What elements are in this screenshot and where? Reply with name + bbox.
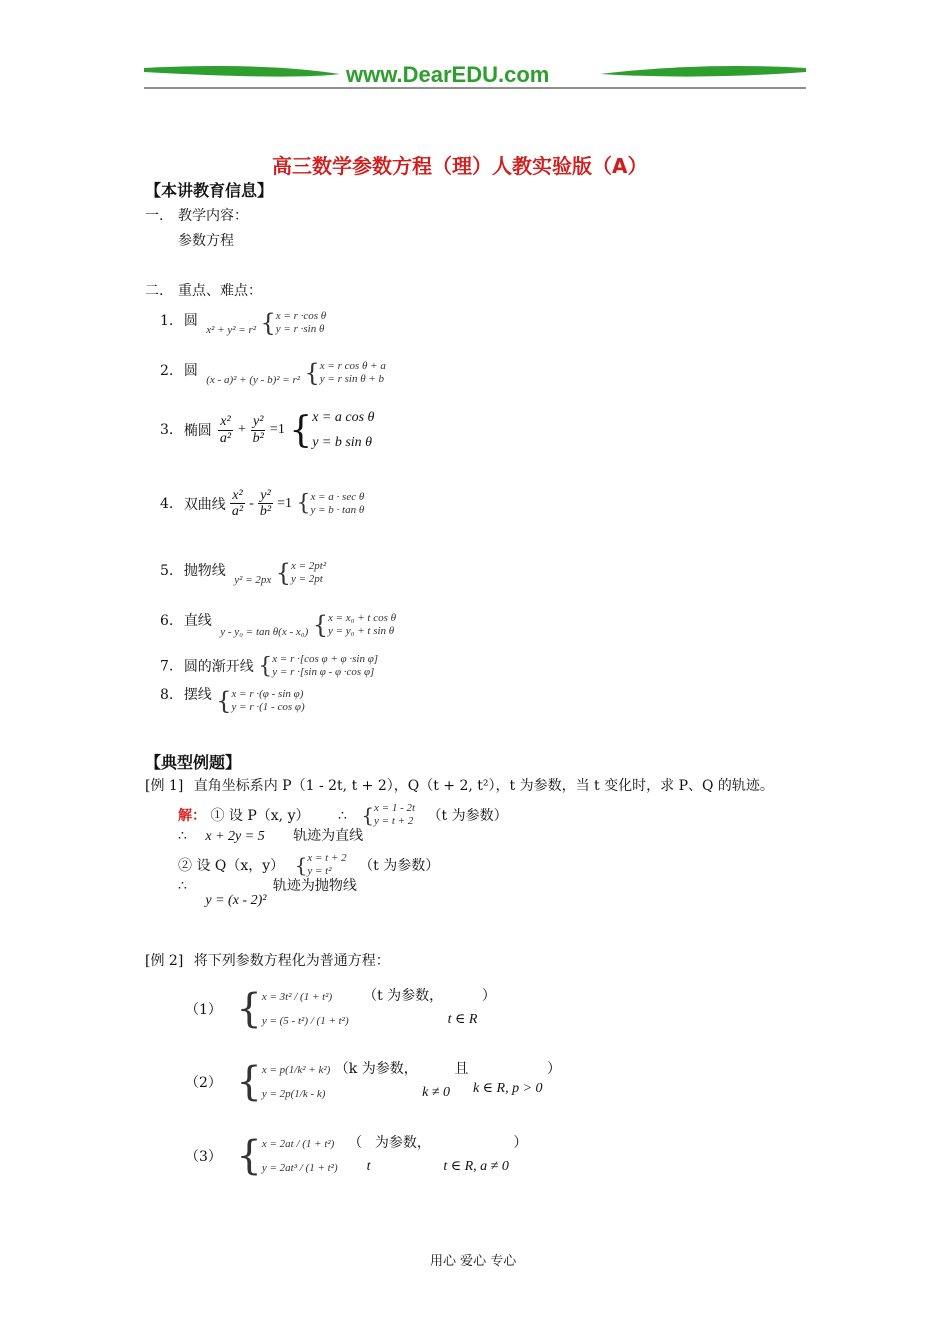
section-heading-info: 【本讲教育信息】 [145,181,274,200]
point-no: 1. [160,313,174,329]
therefore-icon: ∴ [337,808,347,825]
left-brace-icon: { [296,491,311,517]
solution-label: 解： [178,808,206,825]
point-4: 4. 双曲线 $\frac{\text{x²}}{\text{a²}}$ - $\frac{\text{y²}}{\text{b²}}$ =1 { x = a · sec θ y = b · tan θ [160,488,365,520]
example-text: 将下列参数方程化为普通方程： [193,953,390,969]
system-line-2: y = (5 - t²) / (1 + t²) [261,1015,349,1028]
point-no: 4. [160,495,174,512]
therefore-icon: ∴ [178,878,187,894]
left-brace-icon: { [236,1059,262,1106]
point-equation: y - y₀ = tan θ(x - x₀) [220,626,309,638]
solution-step: ② 设 Q（x，y） [178,858,285,875]
equals-one: =1 [277,495,293,511]
system-line-2: y = t + 2 [374,815,414,828]
left-brace-icon: { [216,687,232,715]
point-name: 抛物线 [183,563,226,579]
point-7 [160,651,378,677]
point-1 [160,303,327,337]
param-line-1: x = r ·[cos φ + φ ·sin φ] [272,653,379,665]
system-line-1: x = t + 2 [307,852,347,864]
left-brace-icon: { [304,359,320,387]
param-line-1: x = a cos θ [312,410,375,425]
solution-step: ① 设 P（x, y） [210,808,310,825]
point-name: 圆 [183,363,198,379]
point-name: 椭圆 [183,423,212,440]
result-text: 轨迹为抛物线 [272,878,357,894]
point-no: 2. [160,363,174,379]
example1-result-a [178,825,363,845]
system-line-1: x = p(1/k² + k²) [261,1064,331,1076]
point-equation: (x - a)² + (y - b)² = r² [206,374,301,386]
ellipse-x-term: $\frac{\text{x²}}{\text{a²}}$ [219,414,232,446]
result-equation: x + 2y = 5 [205,829,265,844]
item1-label: 一. [145,208,164,224]
example2-item-1 [185,985,496,1033]
site-logo-text: www.DearEDU.com [346,62,550,87]
param-line-2: y = y₀ + t sin θ [327,625,395,637]
close-paren: ） [547,1061,561,1077]
point-no: 5. [160,563,174,579]
item2-text: 重点、难点： [178,283,262,299]
section-heading-examples: 【典型例题】 [145,753,242,772]
param-line-2: y = b sin θ [312,435,373,451]
close-paren: ） [481,988,496,1004]
example-label: [例 1] [145,778,184,794]
param-line-2: y = r ·[sin φ - φ ·cos φ] [272,666,375,679]
example1-solution-b [178,850,439,876]
system-line-1: x = 2at / (1 + t²) [261,1138,335,1150]
example2-statement [145,950,390,970]
page-footer: 用心 爱心 专心 [430,1254,517,1269]
item-no: （2） [185,1075,222,1092]
point-2 [160,353,386,387]
left-brace-icon: { [289,409,313,451]
equals-one: =1 [269,422,285,438]
hyperbola-y-term: $\frac{\text{y²}}{\text{b²}}$ [259,488,272,520]
param-note: （t 为参数） [427,808,508,825]
condition-2: k ∈ R, p > 0 [472,1081,543,1097]
point-name: 直线 [183,613,212,629]
item-no: （1） [185,1002,222,1019]
left-brace-icon: { [275,559,291,587]
item1-sub: 参数方程 [178,233,234,249]
param-variable: t [366,1159,371,1175]
param-note: （k 为参数， [334,1061,418,1077]
point-equation: x² + y² = r² [206,324,257,336]
example1-solution-a [178,800,508,826]
item1-text: 教学内容： [178,208,248,224]
right-leaf-line [600,66,806,77]
ellipse-y-term: $\frac{\text{y²}}{\text{b²}}$ [252,414,264,446]
therefore-icon: ∴ [178,828,187,844]
condition: t ∈ R [447,1012,478,1028]
point-3: 3. 椭圆 $\frac{\text{x²}}{\text{a²}}$ + $\frac{\text{y²}}{\text{b²}}$ =1 { x = a cos θ y = b sin θ [160,405,374,455]
system-line-1: x = 3t² / (1 + t²) [261,991,333,1003]
result-text: 轨迹为直线 [293,828,364,844]
param-line-2: y = b · tan θ [310,503,365,516]
param-line-2: y = r sin θ + b [319,373,385,385]
param-note: （ [348,1135,363,1151]
left-brace-icon: { [361,803,375,828]
param-line-1: x = x₀ + t cos θ [327,611,397,624]
point-no: 3. [160,422,174,439]
point-5 [160,553,327,587]
param-line-2: y = 2pt [291,573,323,585]
point-name: 摆线 [183,687,212,703]
param-line-1: x = a · sec θ [310,490,365,503]
item2-label: 二. [145,283,164,299]
point-name: 圆 [183,313,198,329]
example-label: [例 2] [145,953,184,969]
condition: k ≠ 0 [422,1085,451,1101]
system-line-2: y = t² [307,865,332,878]
left-brace-icon: { [258,653,273,679]
left-brace-icon: { [236,1133,262,1180]
result-equation: y = (x - 2)² [205,893,267,908]
point-no: 8. [160,687,174,703]
left-brace-icon: { [236,986,262,1033]
item-no: （3） [185,1149,222,1166]
page-title: 高三数学参数方程（理）人教实验版（A） [272,154,648,178]
close-paren: ） [513,1135,528,1151]
and-text: 且 [454,1061,469,1077]
system-line-2: y = 2p(1/k - k) [261,1088,326,1101]
example1-statement [145,775,774,795]
system-line-1: x = 1 - 2t [374,802,416,814]
point-no: 7. [160,658,174,675]
left-brace-icon: { [294,853,308,878]
param-line-1: x = r ·(φ - sin φ) [231,687,304,700]
param-line-1: x = r cos θ + a [319,359,386,372]
hyperbola-x-term: $\frac{\text{x²}}{\text{a²}}$ [231,488,244,520]
example2-item-2 [185,1058,561,1106]
point-8 [160,677,305,715]
example1-result-b [178,875,357,908]
left-brace-icon: { [260,309,276,337]
point-name: 双曲线 [183,496,226,513]
system-line-2: y = 2at³ / (1 + t²) [261,1162,338,1175]
param-line-2: y = r ·(1 - cos φ) [231,701,305,713]
left-leaf-line [144,66,340,77]
param-note: （t 为参数） [359,858,440,875]
point-equation: y² = 2px [234,574,272,586]
example-text: 直角坐标系内 P（1 - 2t, t + 2），Q（t + 2, t²），t 为参数，当 t 变化时，求 P、Q 的轨迹。 [193,778,774,794]
param-line-1: x = 2pt² [291,559,327,572]
param-note: （t 为参数， [363,988,444,1004]
param-line-1: x = r ·cos θ [275,309,327,322]
param-note-2: 为参数， [374,1135,431,1151]
left-brace-icon: { [312,611,328,639]
point-no: 6. [160,613,174,629]
condition: t ∈ R, a ≠ 0 [443,1159,509,1175]
point-name: 圆的渐开线 [183,658,254,675]
param-line-2: y = r ·sin θ [275,323,325,335]
example2-item-3 [185,1132,527,1180]
